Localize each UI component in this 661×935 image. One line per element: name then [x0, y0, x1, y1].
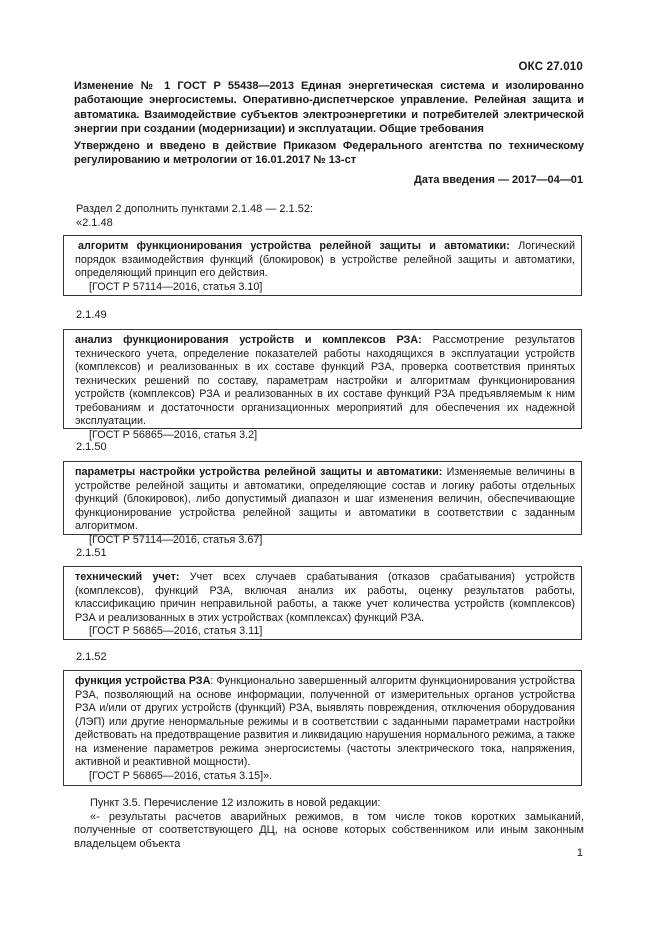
amendment-title: Изменение № 1 ГОСТ Р 55438—2013 Единая энергетическая система и изолированно работающие энергосистемы. Оперативно-диспетчерское управление. Релейная защита и автоматика. Взаимодействие субъектов электроэнергетики и потребителей электрической энергии при создании (модернизации) и эксплуатации. Общие требования [74, 80, 584, 135]
definition-box-2-1-52 [63, 670, 582, 786]
definition-text [75, 675, 581, 770]
definition-source: [ГОСТ Р 56865—2016, статья 3.15]». [89, 769, 273, 782]
approval-statement: Утверждено и введено в действие Приказом Федерального агентства по техническому регулированию и метрологии от 16.01.2017 № 13-ст [74, 140, 584, 167]
tail-paragraph: «- результаты расчетов аварийных режимов, в том числе токов коротких замыканий, полученные от соответствующего ДЦ, на основе которых собственником или иным законным владельцем объекта [74, 810, 584, 850]
clause-number: 2.1.49 [76, 309, 107, 321]
definition-box-2-1-50 [63, 461, 582, 546]
definition-source: [ГОСТ Р 57114—2016, статья 3.67] [89, 533, 263, 546]
definition: Изменяемые величины в устройстве релейной защиты и автоматики, определяющие состав и логику работы отдельных функций (блокировок), либо допустимый диапазон и шаг изменения величин, обеспечивающие функционирование устройства релейной защиты и автоматики в соответствии с заданным алгоритмом. [75, 466, 575, 533]
term: алгоритм функционирования устройства релейной защиты и автоматики: [78, 240, 510, 252]
definition-box-2-1-49 [63, 329, 582, 441]
clause-number: 2.1.50 [76, 441, 107, 453]
term: анализ функционирования устройств и комплексов РЗА: [75, 334, 422, 346]
intro-line: Раздел 2 дополнить пунктами 2.1.48 — 2.1.52: [76, 203, 314, 215]
definition-text [75, 466, 581, 534]
definition-source: [ГОСТ Р 56865—2016, статья 3.11] [89, 625, 263, 638]
definition-text [75, 334, 581, 429]
term: параметры настройки устройства релейной защиты и автоматики: [75, 466, 443, 478]
intro-clause-number: «2.1.48 [76, 216, 113, 229]
definition-box-2-1-48 [63, 235, 582, 296]
definition: Рассмотрение результатов технического учета, определение показателей работы находящихся в эксплуатации устройств (комплексов) и реализованных в их составе функций РЗА, проверка соответствия принятых технических решений по составу, параметрам настройки и алгоритмам функционирования устройств (комплексов) РЗА и реализованных в их составе функций РЗА предъявляемым к ним требованиям и достаточности организационных мероприятий для обеспечения их надежной эксплуатации. [75, 334, 575, 428]
definition: Логический порядок взаимодействия функций (блокировок) в устройстве релейной защиты и автоматики, определяющий принцип его действия. [75, 240, 575, 280]
classification-code: ОКС 27.010 [518, 61, 583, 73]
definition: : Функционально завершенный алгоритм функционирования устройства РЗА, позволяющий на основе информации, полученной от измерительных органов устройства РЗА и/или от других устройств (функций) РЗА, выявлять повреждения, отключения оборудования (ЛЭП) или другие ненормальные режимы и в соответствии с заданными параметрами настройки действовать на предотвращение развития и ликвидацию нарушения нормального режима, а также на изменение параметров режима энергосистемы (частоты электрического тока, напряжения, активной и реактивной мощности). [75, 675, 575, 769]
item-3-5-amendment [74, 797, 584, 851]
tail-line: Пункт 3.5. Перечисление 12 изложить в новой редакции: [90, 797, 381, 809]
definition-source: [ГОСТ Р 57114—2016, статья 3.10] [89, 280, 263, 293]
clause-number: 2.1.51 [76, 547, 107, 559]
definition-source: [ГОСТ Р 56865—2016, статья 3.2] [89, 428, 258, 441]
section-intro [76, 203, 584, 230]
effective-date: Дата введения — 2017—04—01 [414, 174, 583, 186]
page-number: 1 [576, 847, 583, 859]
definition-text [75, 240, 581, 281]
definition-text [75, 571, 581, 625]
clause-number: 2.1.52 [76, 651, 107, 663]
definition: Учет всех случаев срабатывания (отказов срабатывания) устройств (комплексов), функций РЗА, включая анализ их работы, оценку результатов работы, классификацию причин неправильной работы, а также учет количества устройств (комплексов) РЗА и реализованных в этих устройствах (комплексах) функций РЗА. [75, 571, 575, 624]
term: функция устройства РЗА [75, 675, 211, 687]
definition-box-2-1-51 [63, 566, 582, 640]
term: технический учет: [75, 571, 180, 583]
